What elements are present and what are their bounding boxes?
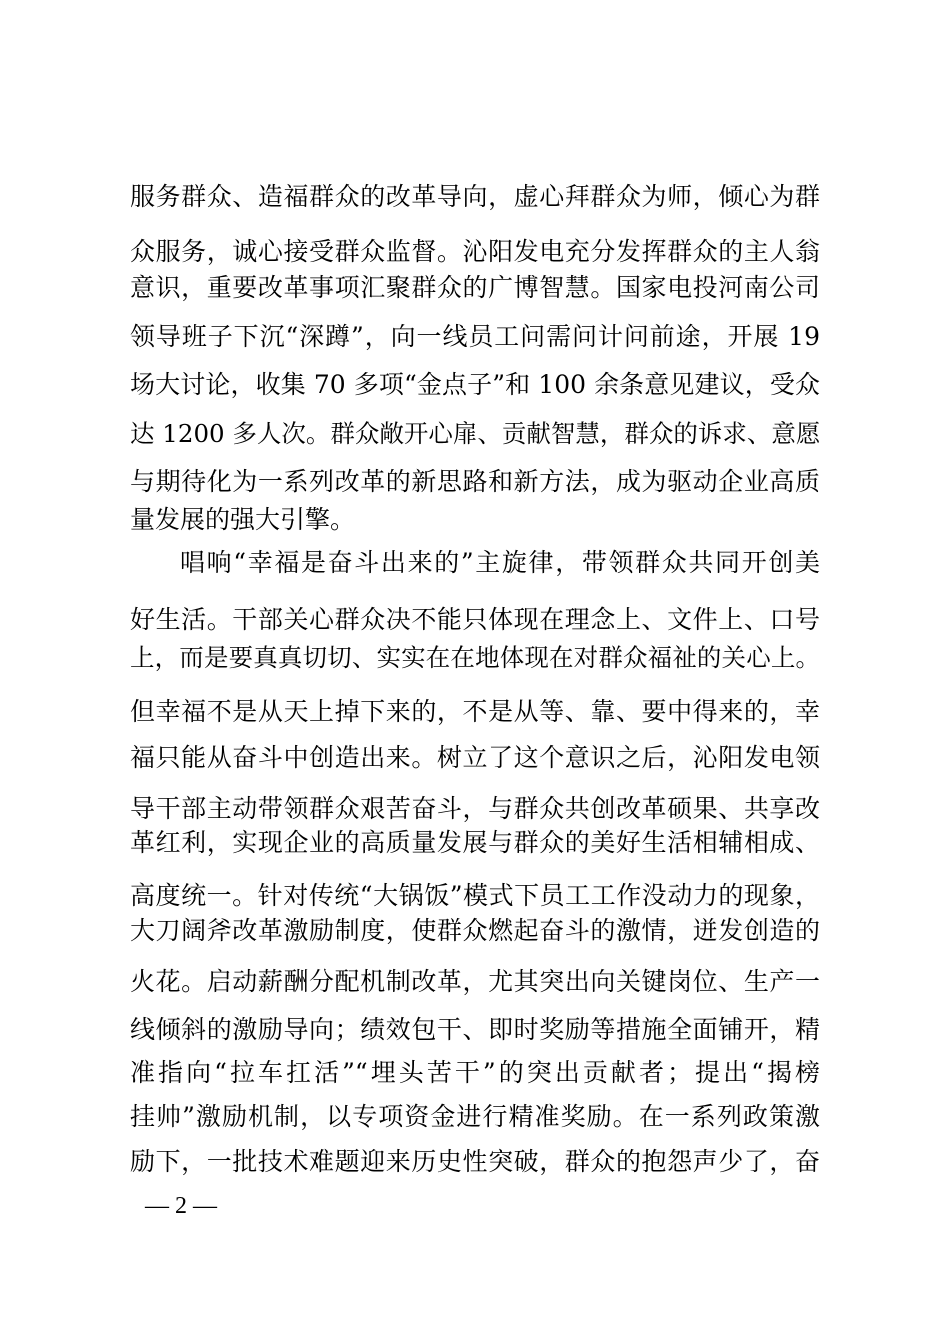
- text-line: 线倾斜的激励导向；绩效包干、即时奖励等措施全面铺开，精: [130, 1015, 820, 1044]
- text-line: 导干部主动带领群众艰苦奋斗，与群众共创改革硕果、共享改: [130, 794, 820, 823]
- text-line: 火花。启动薪酬分配机制改革，尤其突出向关键岗位、生产一: [130, 967, 820, 996]
- text-line: 服务群众、造福群众的改革导向，虚心拜群众为师，倾心为群: [130, 182, 820, 211]
- text-line: 意识，重要改革事项汇聚群众的广博智慧。国家电投河南公司: [130, 273, 820, 302]
- text-line: 上，而是要真真切切、实实在在地体现在对群众福祉的关心上。: [130, 643, 820, 672]
- text-line: 革红利，实现企业的高质量发展与群众的美好生活相辅相成、: [130, 828, 820, 857]
- text-line: 大刀阔斧改革激励制度，使群众燃起奋斗的激情，迸发创造的: [130, 916, 820, 945]
- text-line: 高度统一。针对传统“大锅饭”模式下员工工作没动力的现象，: [130, 881, 820, 910]
- text-line: 挂帅”激励机制，以专项资金进行精准奖励。在一系列政策激: [130, 1102, 820, 1131]
- text-line: 但幸福不是从天上掉下来的，不是从等、靠、要中得来的，幸: [130, 697, 820, 726]
- text-line: 福只能从奋斗中创造出来。树立了这个意识之后，沁阳发电领: [130, 743, 820, 772]
- paragraph-first-line: 唱响“幸福是奋斗出来的”主旋律，带领群众共同开创美: [180, 548, 820, 577]
- text-line: 场大讨论，收集 70 多项“金点子”和 100 余条意见建议，受众: [130, 370, 820, 399]
- text-line: 好生活。干部关心群众决不能只体现在理念上、文件上、口号: [130, 605, 820, 634]
- text-line: 领导班子下沉“深蹲”，向一线员工问需问计问前途，开展 19: [130, 322, 820, 351]
- text-line: 准指向“拉车扛活”“埋头苦干”的突出贡献者；提出“揭榜: [130, 1058, 820, 1087]
- text-line: 量发展的强大引擎。: [130, 505, 356, 534]
- text-line: 励下，一批技术难题迎来历史性突破，群众的抱怨声少了，奋: [130, 1147, 820, 1176]
- text-line: 达 1200 多人次。群众敞开心扉、贡献智慧，群众的诉求、意愿: [130, 419, 821, 448]
- text-line: 众服务，诚心接受群众监督。沁阳发电充分发挥群众的主人翁: [130, 237, 820, 266]
- text-line: 与期待化为一系列改革的新思路和新方法，成为驱动企业高质: [130, 467, 820, 496]
- page-number: — 2 —: [145, 1193, 217, 1219]
